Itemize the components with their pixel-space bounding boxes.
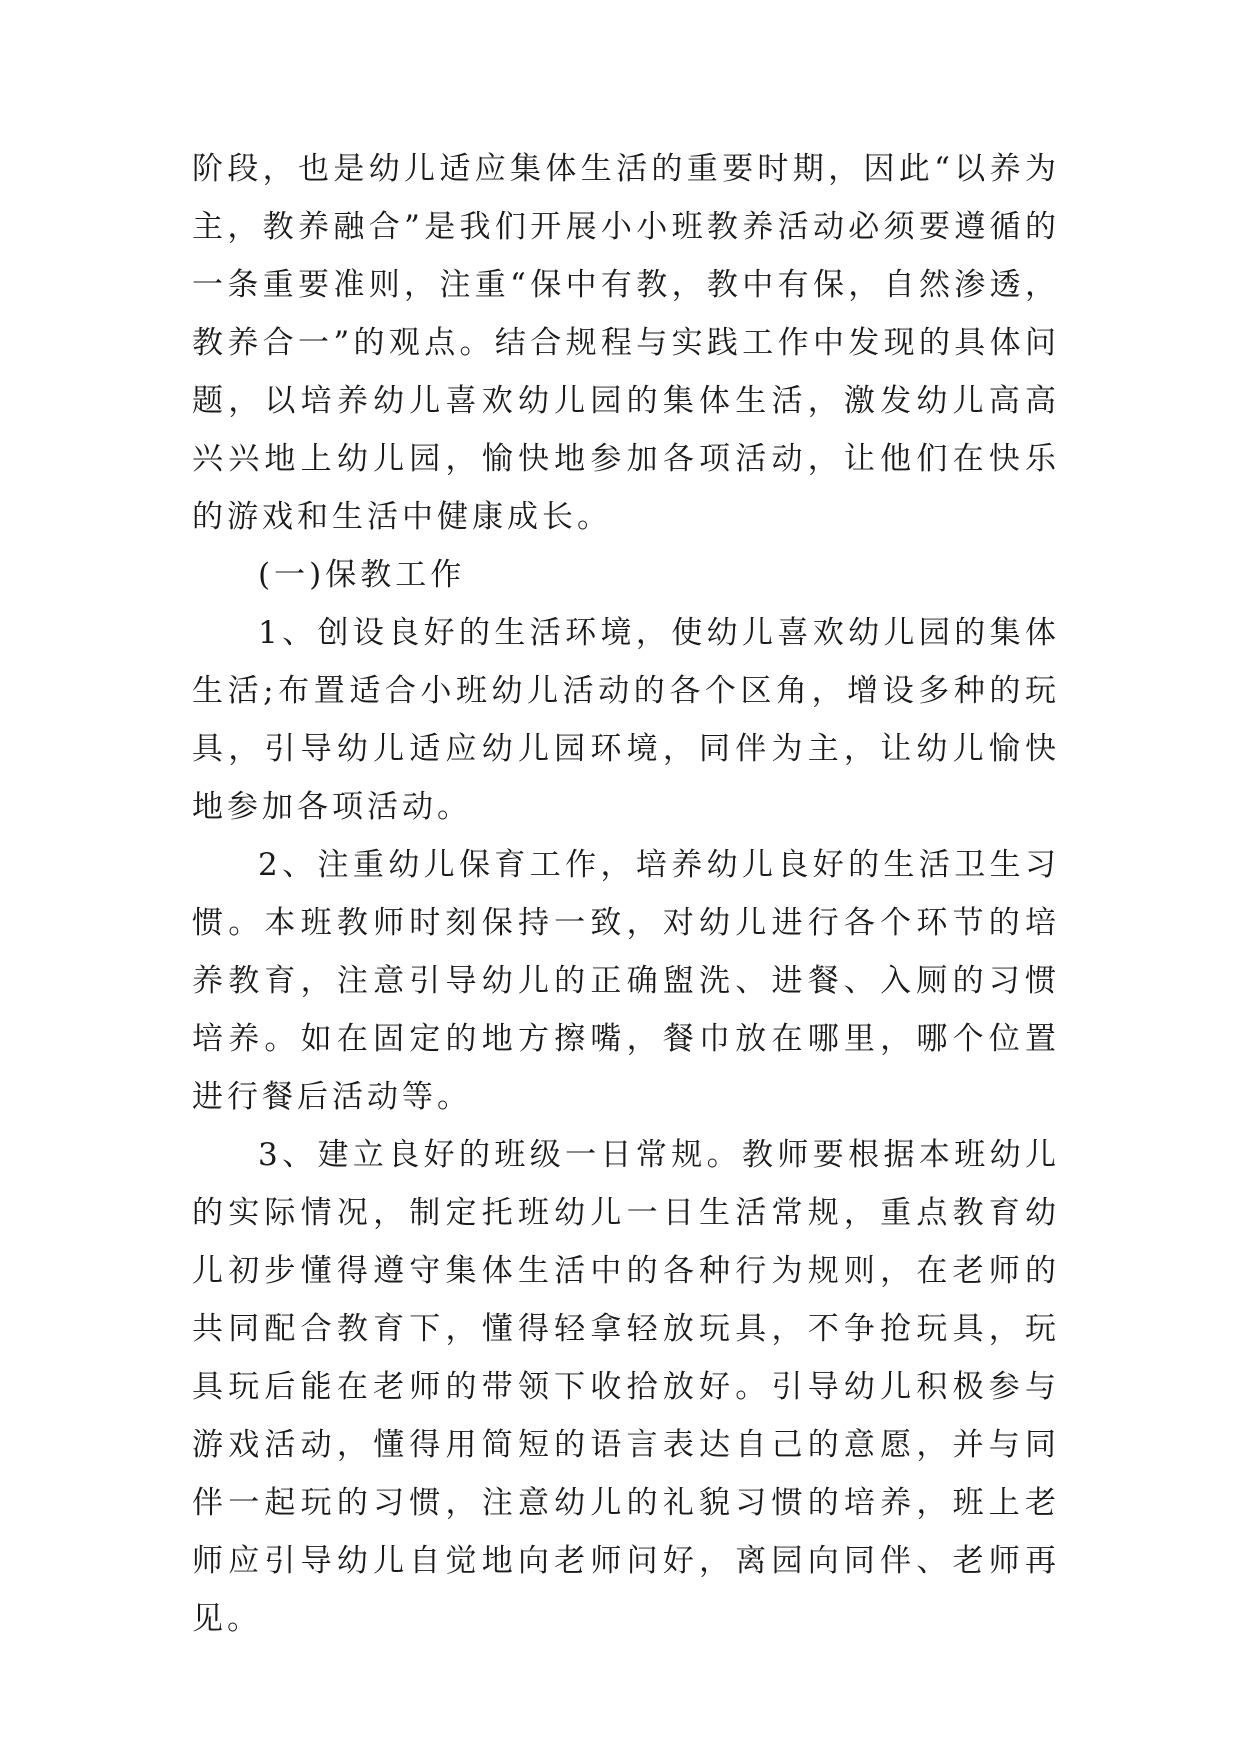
paragraph-item-3: 3、建立良好的班级一日常规。教师要根据本班幼儿的实际情况，制定托班幼儿一日生活常规，重点教育幼儿初步懂得遵守集体生活中的各种行为规则，在老师的共同配合教育下，懂得轻拿轻放玩具，不争抢玩具，玩具玩后能在老师的带领下收拾放好。引导幼儿积极参与游戏活动，懂得用简短的语言表达自己的意愿，并与同伴一起玩的习惯，注意幼儿的礼貌习惯的培养，班上老师应引导幼儿自觉地向老师问好，离园向同伴、老师再见。 (192, 1137, 1060, 1637)
paragraph-item-2: 2、注重幼儿保育工作，培养幼儿良好的生活卫生习惯。本班教师时刻保持一致，对幼儿进行各个环节的培养教育，注意引导幼儿的正确盥洗、进餐、入厕的习惯培养。如在固定的地方擦嘴，餐巾放在哪里，哪个位置进行餐后活动等。 (192, 847, 1060, 1115)
paragraph-intro-continued: 阶段，也是幼儿适应集体生活的重要时期，因此“以养为主，教养融合”是我们开展小小班教养活动必须要遵循的一条重要准则，注重“保中有教，教中有保，自然渗透，教养合一”的观点。结合规程与实践工作中发现的具体问题，以培养幼儿喜欢幼儿园的集体生活，激发幼儿高高兴兴地上幼儿园，愉快地参加各项活动，让他们在快乐的游戏和生活中健康成长。 (192, 151, 1060, 535)
section-heading: (一)保教工作 (258, 557, 466, 593)
body-text (192, 140, 1060, 1648)
paragraph-item-1: 1、创设良好的生活环境，使幼儿喜欢幼儿园的集体生活;布置适合小班幼儿活动的各个区角，增设多种的玩具，引导幼儿适应幼儿园环境，同伴为主，让幼儿愉快地参加各项活动。 (192, 615, 1060, 825)
